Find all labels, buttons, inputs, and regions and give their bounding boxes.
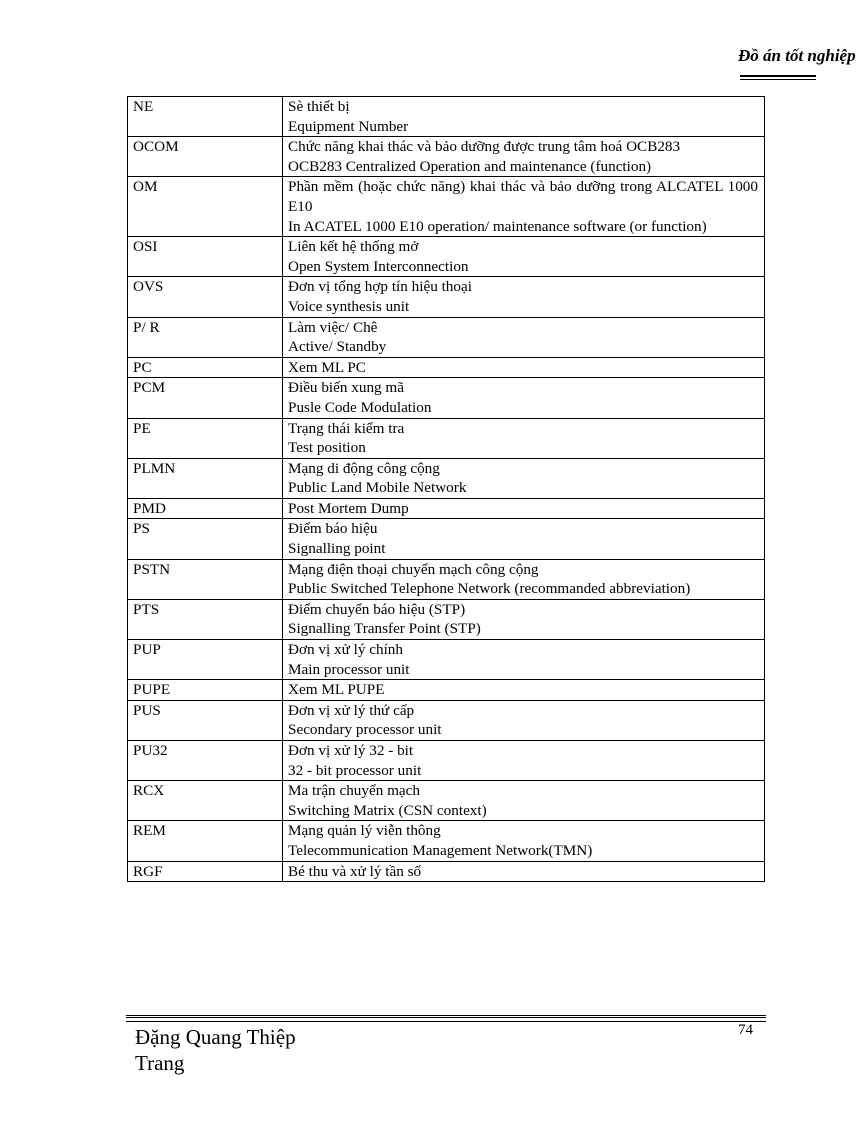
glossary-table — [127, 96, 765, 882]
abbreviation-cell: PLMN — [128, 458, 283, 498]
table-row — [128, 680, 765, 701]
abbreviation-cell: PS — [128, 519, 283, 559]
table-row — [128, 700, 765, 740]
table-row — [128, 137, 765, 177]
header-rule — [740, 75, 816, 80]
definition-line: Liên kết hệ thống mở — [288, 238, 419, 256]
page-number: 74 — [738, 1022, 753, 1038]
definition-line: Điểm chuyển báo hiệu (STP) — [288, 600, 466, 618]
definition-cell — [283, 519, 765, 559]
definition-line: In ACATEL 1000 E10 operation/ maintenance software (or function) — [288, 217, 707, 235]
definition-line: Mạng di động công cộng — [288, 459, 440, 477]
abbreviation-cell: PU32 — [128, 741, 283, 781]
abbreviation-cell: PTS — [128, 599, 283, 639]
definition-line: Switching Matrix (CSN context) — [288, 801, 487, 819]
definition-line: Open System Interconnection — [288, 257, 469, 275]
author — [135, 1024, 296, 1076]
table-row — [128, 559, 765, 599]
abbreviation-cell: PC — [128, 357, 283, 378]
abbreviation-cell: RCX — [128, 781, 283, 821]
definition-line: Đơn vị xử lý chính — [288, 641, 403, 659]
definition-cell — [283, 357, 765, 378]
abbreviation-cell: OM — [128, 177, 283, 237]
abbreviation-cell: REM — [128, 821, 283, 861]
definition-line: Secondary processor unit — [288, 721, 442, 739]
definition-line: Telecommunication Management Network(TMN) — [288, 841, 593, 859]
footer-rule-thin — [126, 1021, 766, 1022]
definition-line: Mạng quản lý viễn thông — [288, 822, 441, 840]
definition-cell — [283, 680, 765, 701]
abbreviation-cell: PUPE — [128, 680, 283, 701]
table-row — [128, 519, 765, 559]
definition-line: Signalling Transfer Point (STP) — [288, 620, 481, 638]
definition-line: Làm việc/ Chê — [288, 318, 378, 336]
table-row — [128, 277, 765, 317]
definition-cell — [283, 821, 765, 861]
abbreviation-cell: PSTN — [128, 559, 283, 599]
table-row — [128, 357, 765, 378]
table-row — [128, 237, 765, 277]
definition-line: Đơn vị xử lý 32 - bit — [288, 742, 414, 759]
table-row — [128, 599, 765, 639]
definition-line: Equipment Number — [288, 117, 409, 135]
table-row — [128, 458, 765, 498]
definition-line: Signalling point — [288, 540, 386, 558]
definition-line: Test position — [288, 439, 366, 457]
table-row — [128, 821, 765, 861]
definition-cell — [283, 137, 765, 177]
abbreviation-cell: PCM — [128, 378, 283, 418]
definition-cell — [283, 277, 765, 317]
definition-line: Ma trận chuyển mạch — [288, 782, 420, 800]
definition-line: Post Mortem Dump — [288, 499, 409, 517]
footer-rule — [126, 1015, 766, 1020]
definition-cell — [283, 741, 765, 781]
author-name-continued: Trang — [135, 1051, 185, 1075]
abbreviation-cell: RGF — [128, 861, 283, 882]
abbreviation-cell: PUP — [128, 640, 283, 680]
abbreviation-cell: PUS — [128, 700, 283, 740]
abbreviation-cell: NE — [128, 97, 283, 137]
definition-cell — [283, 458, 765, 498]
abbreviation-cell: PMD — [128, 498, 283, 519]
definition-cell — [283, 498, 765, 519]
abbreviation-cell: OSI — [128, 237, 283, 277]
definition-line: Đơn vị tổng hợp tín hiệu thoại — [288, 278, 472, 296]
definition-cell — [283, 97, 765, 137]
definition-cell — [283, 781, 765, 821]
table-row — [128, 317, 765, 357]
abbreviation-cell: OVS — [128, 277, 283, 317]
table-row — [128, 741, 765, 781]
definition-line: Mạng điện thoại chuyển mạch công cộng — [288, 560, 539, 578]
table-row — [128, 861, 765, 882]
definition-line: Điểm báo hiệu — [288, 520, 378, 538]
definition-line: Điều biến xung mã — [288, 379, 404, 397]
definition-cell — [283, 861, 765, 882]
definition-line: Phần mềm (hoặc chức năng) khai thác và bảo dưỡng trong ALCATEL 1000 E10 — [288, 178, 758, 215]
definition-line: Trạng thái kiểm tra — [288, 419, 405, 437]
table-row — [128, 781, 765, 821]
glossary-table-body — [128, 97, 765, 882]
definition-cell — [283, 700, 765, 740]
definition-line: Voice synthesis unit — [288, 297, 410, 315]
definition-line: Main processor unit — [288, 660, 410, 678]
definition-cell — [283, 559, 765, 599]
definition-line: Active/ Standby — [288, 338, 387, 356]
table-row — [128, 418, 765, 458]
definition-line: Xem ML PUPE — [288, 681, 385, 699]
definition-line: Sè thiết bị — [288, 98, 350, 115]
table-row — [128, 378, 765, 418]
abbreviation-cell: PE — [128, 418, 283, 458]
definition-line: Public Switched Telephone Network (recommanded abbreviation) — [288, 580, 691, 598]
definition-line: Xem ML PC — [288, 358, 366, 376]
definition-cell — [283, 640, 765, 680]
definition-line: Public Land Mobile Network — [288, 479, 467, 497]
definition-cell — [283, 378, 765, 418]
definition-line: OCB283 Centralized Operation and maintenance (function) — [288, 157, 652, 175]
table-row — [128, 640, 765, 680]
abbreviation-cell: OCOM — [128, 137, 283, 177]
definition-cell — [283, 237, 765, 277]
abbreviation-cell: P/ R — [128, 317, 283, 357]
definition-line: Bé thu và xử lý tần số — [288, 862, 422, 880]
definition-cell — [283, 599, 765, 639]
header-title: Đồ án tốt nghiệp — [738, 46, 856, 65]
author-name: Đặng Quang Thiệp — [135, 1025, 296, 1049]
definition-cell — [283, 177, 765, 237]
table-row — [128, 177, 765, 237]
definition-line: Pusle Code Modulation — [288, 398, 432, 416]
table-row — [128, 97, 765, 137]
table-row — [128, 498, 765, 519]
definition-line: 32 - bit processor unit — [288, 761, 422, 779]
definition-line: Đơn vị xử lý thứ cấp — [288, 701, 415, 719]
definition-cell — [283, 418, 765, 458]
definition-line: Chức năng khai thác và bảo dưỡng được trung tâm hoá OCB283 — [288, 138, 681, 156]
definition-cell — [283, 317, 765, 357]
